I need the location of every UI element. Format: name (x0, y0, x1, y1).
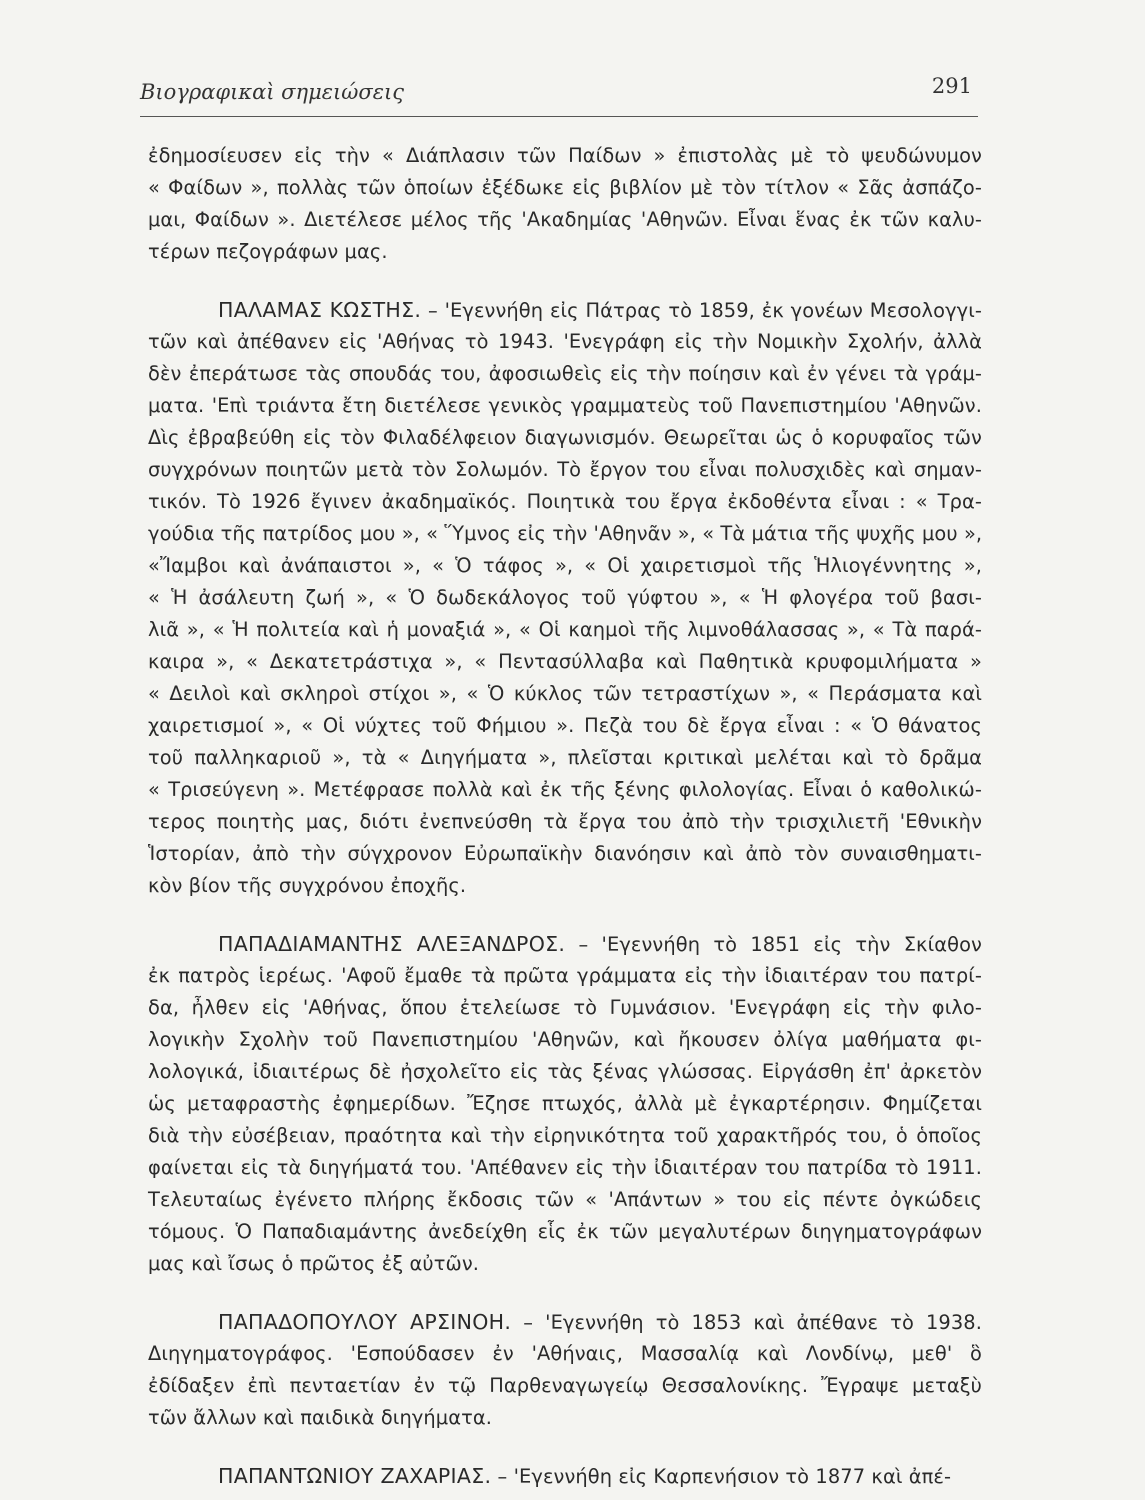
entry-first-line-text: – 'Εγεννήθη εἰς Καρπενήσιον τὸ 1877 καὶ ἀπέ- (491, 1465, 952, 1488)
biography-entry (148, 1306, 982, 1434)
entry-name: ΠΑΛΑΜΑΣ ΚΩΣΤΗΣ. (218, 298, 422, 322)
text-line: λολογικά, ἰδιαιτέρως δὲ ἠσχολεῖτο εἰς τὰς ξένας γλώσσας. Εἰργάσθη ἐπ' ἀρκετὸν (148, 1060, 982, 1083)
text-line: συγχρόνων ποιητῶν μετὰ τὸν Σολωμόν. Τὸ ἔργον του εἶναι πολυσχιδὲς καὶ σημαν- (148, 458, 982, 481)
text-line: «Ἴαμβοι καὶ ἀνάπαιστοι », « Ὁ τάφος », « Οἱ χαιρετισμοὶ τῆς Ἡλιογέννητης », (148, 554, 982, 577)
biography-entry (148, 1460, 982, 1492)
text-line: Ἱστορίαν, ἀπὸ τὴν σύγχρονον Εὐρωπαϊκὴν διανόησιν καὶ ἀπὸ τὸν συναισθηματι- (148, 842, 982, 865)
paragraph-continuation (148, 140, 982, 268)
text-line: τῶν καὶ ἀπέθανεν εἰς 'Αθήνας τὸ 1943. 'Ενεγράφη εἰς τὴν Νομικὴν Σχολήν, ἀλλὰ (148, 330, 982, 353)
text-line: φαίνεται εἰς τὰ διηγήματά του. 'Απέθανεν εἰς τὴν ἰδιαιτέραν του πατρίδα τὸ 1911. (148, 1156, 982, 1179)
entry-first-line (148, 1306, 982, 1338)
biography-entry (148, 294, 982, 902)
entry-first-line-text: – 'Εγεννήθη τὸ 1853 καὶ ἀπέθανε τὸ 1938. (511, 1311, 982, 1334)
text-line: « Φαίδων », πολλὰς τῶν ὁποίων ἐξέδωκε εἰς βιβλίον μὲ τὸν τίτλον « Σᾶς ἀσπάζο- (148, 176, 982, 199)
text-line: διὰ τὴν εὐσέβειαν, πραότητα καὶ τὴν εἰρηνικότητα τοῦ χαρακτῆρός του, ὁ ὁποῖος (148, 1124, 982, 1147)
entry-first-line-text: – 'Εγεννήθη τὸ 1851 εἰς τὴν Σκίαθον (565, 933, 982, 956)
text-line: γούδια τῆς πατρίδος μου », « Ὕμνος εἰς τὴν 'Αθηνᾶν », « Τὰ μάτια τῆς ψυχῆς μου », (148, 522, 983, 545)
text-line: Διηγηματογράφος. 'Εσπούδασεν ἐν 'Αθήναις, Μασσαλίᾳ καὶ Λονδίνῳ, μεθ' ὃ (148, 1342, 982, 1365)
entry-name: ΠΑΠΑΔΙΑΜΑΝΤΗΣ ΑΛΕΞΑΝΔΡΟΣ. (218, 932, 566, 956)
text-line: τικόν. Τὸ 1926 ἔγινεν ἀκαδημαϊκός. Ποιητικὰ του ἔργα ἐκδοθέντα εἶναι : « Τρα- (148, 490, 982, 513)
header-rule (140, 116, 978, 117)
text-line: « Τρισεύγενη ». Μετέφρασε πολλὰ καὶ ἐκ τῆς ξένης φιλολογίας. Εἶναι ὁ καθολικώ- (148, 778, 982, 801)
text-line: λογικὴν Σχολὴν τοῦ Πανεπιστημίου 'Αθηνῶν, καὶ ἤκουσεν ὀλίγα μαθήματα φι- (148, 1028, 982, 1051)
text-line: καιρα », « Δεκατετράστιχα », « Πεντασύλλαβα καὶ Παθητικὰ κρυφομιλήματα » (148, 650, 982, 673)
text-line: τῶν ἄλλων καὶ παιδικὰ διηγήματα. (148, 1406, 493, 1429)
text-line: Τελευταίως ἐγένετο πλήρης ἔκδοσις τῶν « 'Απάντων » του εἰς πέντε ὀγκώδεις (148, 1188, 982, 1211)
text-line: τόμους. Ὁ Παπαδιαμάντης ἀνεδείχθη εἷς ἐκ τῶν μεγαλυτέρων διηγηματογράφων (148, 1220, 982, 1243)
text-line: « Ἡ ἀσάλευτη ζωή », « Ὁ δωδεκάλογος τοῦ γύφτου », « Ἡ φλογέρα τοῦ βασι- (148, 586, 982, 609)
text-line: μας καὶ ἴσως ὁ πρῶτος ἐξ αὐτῶν. (148, 1252, 480, 1275)
page-number: 291 (931, 74, 972, 98)
body-text (148, 140, 982, 1492)
running-head: Βιογραφικαὶ σημειώσεις (140, 80, 404, 104)
text-line: ἐδημοσίευσεν εἰς τὴν « Διάπλασιν τῶν Παίδων » ἐπιστολὰς μὲ τὸ ψευδώνυμον (148, 144, 982, 167)
text-line: ματα. 'Επὶ τριάντα ἔτη διετέλεσε γενικὸς γραμματεὺς τοῦ Πανεπιστημίου 'Αθηνῶν. (148, 394, 982, 417)
biography-entry (148, 928, 982, 1280)
entry-name: ΠΑΠΑΝΤΩΝΙΟΥ ΖΑΧΑΡΙΑΣ. (218, 1464, 492, 1488)
text-line: λιᾶ », « Ἡ πολιτεία καὶ ἡ μοναξιά », « Οἱ καημοὶ τῆς λιμνοθάλασσας », « Τὰ παρά- (148, 618, 982, 641)
text-line: Δὶς ἐβραβεύθη εἰς τὸν Φιλαδέλφειον διαγωνισμόν. Θεωρεῖται ὡς ὁ κορυφαῖος τῶν (148, 426, 982, 449)
text-line: τερος ποιητὴς μας, διότι ἐνεπνεύσθη τὰ ἔργα του ἀπὸ τὴν τρισχιλιετῆ 'Εθνικὴν (148, 810, 982, 833)
text-line: « Δειλοὶ καὶ σκληροὶ στίχοι », « Ὁ κύκλος τῶν τετραστίχων », « Περάσματα καὶ (148, 682, 982, 705)
text-line: δὲν ἐπεράτωσε τὰς σπουδάς του, ἀφοσιωθεὶς εἰς τὴν ποίησιν καὶ ἐν γένει τὰ γράμ- (148, 362, 982, 385)
text-line: κὸν βίον τῆς συγχρόνου ἐποχῆς. (148, 874, 467, 897)
entry-name: ΠΑΠΑΔΟΠΟΥΛΟΥ ΑΡΣΙΝΟΗ. (218, 1310, 512, 1334)
text-line: ἐδίδαξεν ἐπὶ πενταετίαν ἐν τῷ Παρθεναγωγείῳ Θεσσαλονίκης. Ἔγραψε μεταξὺ (148, 1374, 982, 1397)
entry-first-line (148, 1460, 982, 1492)
text-line: ἐκ πατρὸς ἱερέως. 'Αφοῦ ἔμαθε τὰ πρῶτα γράμματα εἰς τὴν ἰδιαιτέραν του πατρί- (148, 964, 982, 987)
text-line: τοῦ παλληκαριοῦ », τὰ « Διηγήματα », πλεῖσται κριτικαὶ μελέται καὶ τὸ δρᾶμα (148, 746, 982, 769)
text-line: ὡς μεταφραστὴς ἐφημερίδων. Ἔζησε πτωχός, ἀλλὰ μὲ ἐγκαρτέρησιν. Φημίζεται (148, 1092, 982, 1115)
entry-first-line (148, 928, 982, 960)
entry-first-line-text: – 'Εγεννήθη εἰς Πάτρας τὸ 1859, ἐκ γονέων Μεσολογγι- (421, 299, 983, 322)
page-header (140, 70, 980, 114)
text-line: τέρων πεζογράφων μας. (148, 240, 388, 263)
text-line: μαι, Φαίδων ». Διετέλεσε μέλος τῆς 'Ακαδημίας 'Αθηνῶν. Εἶναι ἕνας ἐκ τῶν καλυ- (148, 208, 982, 231)
text-line: δα, ἦλθεν εἰς 'Αθήνας, ὅπου ἐτελείωσε τὸ Γυμνάσιον. 'Ενεγράφη εἰς τὴν φιλο- (148, 996, 982, 1019)
text-line: χαιρετισμοί », « Οἱ νύχτες τοῦ Φήμιου ». Πεζὰ του δὲ ἔργα εἶναι : « Ὁ θάνατος (148, 714, 982, 737)
entry-first-line (148, 294, 982, 326)
